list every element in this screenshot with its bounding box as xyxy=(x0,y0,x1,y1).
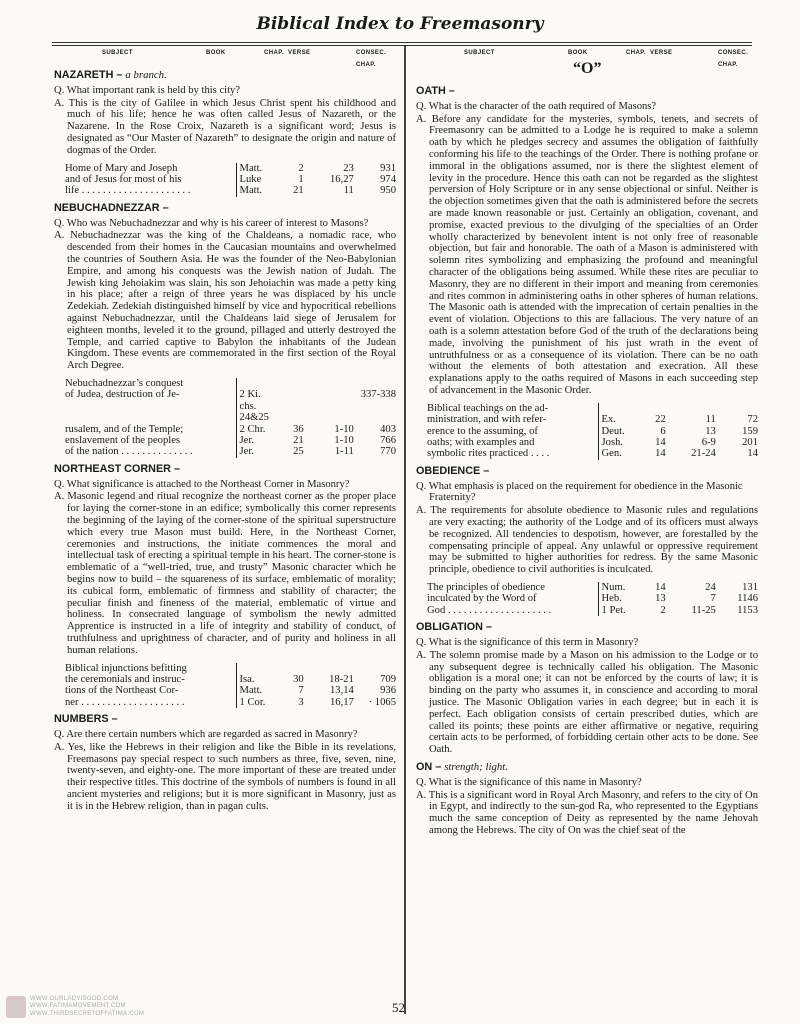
reference-description: enslavement of the peoples xyxy=(65,434,181,446)
entry-question: Q. What important rank is held by this city? xyxy=(54,84,241,96)
reference-chapter: 2 xyxy=(660,604,666,616)
reference-consec-chapter: 936 xyxy=(380,685,396,697)
reference-book: Ex. xyxy=(598,414,640,425)
entry-answer: A. Before any candidate for the mysteries, symbols, tenets, and secrets of Freemasonry can be admitted to a Lodge he is required to make a solemn oath by which he pledges secrecy and assumes the obligation of faithfully conforming his life to the teachings of the Order. There is nothing profane or immoral in the obligations assumed, nor is there the slightest element of levity in the procedure. Hence this oath can not be regarded as the slightest perversion of Holy Scripture or in any sense objectional or sinful. Neither is the objection sometimes given that the oath is administered before the secrets are made known reasonable or just. Certainly an obligation, covenant, and promise, exacted previous to the divulging of the specialties of an Order wholly characterized by benevolent intent is not only free of reasonable objection, but fair and honorable. The oath of a Mason is administered with solemn rites symbolizing and emphasizing the profound and meaningful character of the obligations being assumed. While these rites are peculiar to Masonry, they are no different in their import and meaning from ceremonies and rites common in administering oaths in other spheres of human relations. The Masonic oath is attended with the imprecation of certain penalties in the event of violation. Objections to this are fallacious. The very nature of an oath is a solemn attestation before God of the truth of the declarations being made, involving the punishment of his just wrath in the event of untruthfulness or as a consequence of its violation. There can be no oath without the elements of both attestation and execration. All these explanations apply to the oaths required of Masons in each succeeding step of advancement in the Masonic Order. xyxy=(416,113,758,396)
reference-description: symbolic rites practiced . . . . xyxy=(427,448,550,460)
reference-verse: 1-11 xyxy=(334,446,354,458)
reference-description: and of Jesus for most of his xyxy=(65,173,182,185)
reference-verse xyxy=(304,389,354,423)
reference-verse xyxy=(304,378,354,389)
entry-title: NEBUCHADNEZZAR – xyxy=(54,201,169,214)
reference-description: Biblical teachings on the ad- xyxy=(427,402,549,414)
entry-title: OATH – xyxy=(416,85,455,97)
reference-consec-chapter xyxy=(354,378,396,389)
reference-book: 2 Ki. chs. 24&25 xyxy=(236,389,278,423)
reference-chapter: 21 xyxy=(293,434,304,446)
reference-chapter: 7 xyxy=(298,685,304,697)
reference-consec-chapter: 131 xyxy=(742,581,758,593)
header-consec: CONSEC. CHAP. xyxy=(356,50,387,68)
entry-question: Q. What emphasis is placed on the requirement for obedience in the Masonic Fraternity? xyxy=(416,480,743,504)
reference-verse: 23 xyxy=(343,162,354,174)
watermark-line: WWW.FATIMAMOVEMENT.COM xyxy=(30,1003,126,1010)
entry-title: ON – strength; light. xyxy=(416,760,508,773)
reference-description: erence to the assuming, of xyxy=(427,425,538,437)
page-header-title: Biblical Index to Freemasonry xyxy=(256,14,544,34)
reference-consec-chapter xyxy=(716,403,758,414)
header-subject: SUBJECT xyxy=(464,50,495,56)
reference-consec-chapter: 974 xyxy=(380,173,396,185)
entry-title: OBEDIENCE – xyxy=(416,464,490,477)
reference-chapter: 6 xyxy=(660,425,666,437)
entry-subtitle: a branch. xyxy=(125,69,167,81)
reference-verse: 21-24 xyxy=(691,448,716,460)
entry-question: Q. What is the significance of this term in Masonry? xyxy=(416,636,639,648)
reference-description: of Judea, destruction of Je- xyxy=(65,389,180,401)
reference-book xyxy=(236,378,278,389)
reference-book xyxy=(236,663,278,674)
entry-question: Q. What is the character of the oath required of Masons? xyxy=(416,100,657,112)
scripture-reference-table xyxy=(54,378,396,458)
reference-verse: 11 xyxy=(705,414,716,426)
index-entry xyxy=(416,86,758,460)
entry-question: Q. What is the significance of this name in Masonry? xyxy=(416,776,642,788)
reference-consec-chapter xyxy=(354,663,396,674)
reference-book: Deut. xyxy=(598,426,640,437)
page-number: 52 xyxy=(392,1000,405,1015)
entry-title: OBLIGATION – xyxy=(416,621,492,634)
index-entry xyxy=(54,70,396,197)
reference-verse: 7 xyxy=(710,593,716,605)
reference-verse: 11 xyxy=(343,185,354,197)
reference-chapter: 21 xyxy=(293,185,304,197)
reference-book: Jer. xyxy=(236,435,278,446)
reference-consec-chapter: 337-338 xyxy=(360,389,396,401)
reference-description: ministration, and with refer- xyxy=(427,414,547,426)
reference-description: of the nation . . . . . . . . . . . . . . xyxy=(65,446,193,458)
reference-verse: 24 xyxy=(705,581,716,593)
reference-consec-chapter: 1146 xyxy=(737,593,758,605)
reference-consec-chapter: 1153 xyxy=(737,604,758,616)
reference-description: life . . . . . . . . . . . . . . . . . . . . . xyxy=(65,185,191,197)
reference-book: Heb. xyxy=(598,593,640,604)
reference-row xyxy=(416,403,758,414)
reference-chapter: 3 xyxy=(298,696,304,708)
reference-row xyxy=(416,448,758,459)
header-rule-top xyxy=(52,42,752,43)
reference-row xyxy=(54,185,396,196)
reference-book: Jer. xyxy=(236,446,278,457)
reference-book: 2 Chr. xyxy=(236,424,278,435)
reference-chapter: 13 xyxy=(655,593,666,605)
reference-verse xyxy=(304,663,354,674)
reference-chapter: 25 xyxy=(293,446,304,458)
reference-description: God . . . . . . . . . . . . . . . . . . . . xyxy=(427,604,552,616)
reference-description: the ceremonials and instruc- xyxy=(65,673,185,685)
entry-answer: A. Nebuchadnezzar was the king of the Chaldeans, a nomadic race, who descended from their homes in the Caucasian mountains and overwhelmed the countries of Southern Asia. He was the founder of the Neo-Babylonian Empire, and among his conquests was the Jewish nation of Judah. The Jewish king Jehoiakim was slain, his son Jehoiachin was made a petty king in his place; after a reign of three years he was displaced by his uncle Zedekiah. Zedekiah distinguished himself by vice and hypocritical rebellions against Nebuchadnezzar, until the Chaldeans laid siege of Jerusalem for eighteen months, leveled it to the ground, pillaged and utterly destroyed the Temple, and carried captive to Babylon the inhabitants of the Judean Kingdom. These events are commemorated in the first section of the Royal Arch Degree. xyxy=(54,230,396,372)
entry-title: NAZARETH – a branch. xyxy=(54,69,167,81)
entry-answer: A. This is the city of Galilee in which Jesus Christ spent his childhood and much of his life; hence he was often called Jesus of Nazareth, or the Nazarene. In the Rose Croix, Nazareth is a significant word; Jesus is designated as “Our Master of Nazareth” to designate the origin and nature of dogmas of the Order. xyxy=(54,97,396,156)
reference-book: Num. xyxy=(598,582,640,593)
reference-consec-chapter: · 1065 xyxy=(368,696,396,708)
reference-verse: 13,14 xyxy=(330,685,354,697)
reference-row xyxy=(54,174,396,185)
reference-chapter xyxy=(278,663,304,674)
reference-row xyxy=(416,437,758,448)
entry-answer: A. Yes, like the Hebrews in their religion and like the Bible in its revelations, Freemasons pay special respect to such numbers as three, five, seven, nine, twenty-seven, and eighty-one. The more important of these are treated under their respective titles. This doctrine of the symbols of numbers is found in all ancient mysteries and religions; but it is more significant in Masonry, just as it is in the Hebrew religion, than in pagan cults. xyxy=(54,741,396,812)
right-column xyxy=(416,48,758,838)
header-book: BOOK xyxy=(568,50,588,56)
index-entry xyxy=(54,714,396,812)
reference-row xyxy=(54,674,396,685)
reference-description: Biblical injunctions befitting xyxy=(65,662,187,674)
watermark xyxy=(6,996,144,1018)
reference-verse: 1-10 xyxy=(334,434,354,446)
reference-row xyxy=(54,163,396,174)
reference-book: 1 Cor. xyxy=(236,697,278,708)
column-headers-left xyxy=(54,48,396,68)
reference-row xyxy=(54,435,396,446)
reference-chapter: 36 xyxy=(293,423,304,435)
reference-row xyxy=(416,414,758,425)
index-entry xyxy=(54,203,396,458)
reference-description: The principles of obedience xyxy=(427,581,545,593)
reference-description: Nebuchadnezzar’s conquest xyxy=(65,377,184,389)
reference-consec-chapter: 201 xyxy=(742,436,758,448)
index-entry xyxy=(416,762,758,837)
reference-consec-chapter: 14 xyxy=(747,448,758,460)
header-chap-verse: CHAP. VERSE xyxy=(626,50,673,56)
reference-row xyxy=(54,446,396,457)
entry-answer: A. This is a significant word in Royal Arch Masonry, and refers to the city of On in Egypt, and indirectly to the sun-god Ra, who represented to the Egyptians much the same conception of Deity as represented by the name Jehovah among the Hebrews. The city of On was the chief seat of the xyxy=(416,789,758,836)
reference-verse: 11-25 xyxy=(691,604,716,616)
reference-consec-chapter: 403 xyxy=(380,423,396,435)
reference-chapter: 30 xyxy=(293,673,304,685)
reference-description: ner . . . . . . . . . . . . . . . . . . . . xyxy=(65,696,185,708)
reference-verse: 13 xyxy=(705,425,716,437)
left-column xyxy=(54,48,396,814)
reference-row xyxy=(54,663,396,674)
reference-book: Matt. xyxy=(236,685,278,696)
reference-row xyxy=(54,424,396,435)
reference-verse xyxy=(666,403,716,414)
reference-consec-chapter: 766 xyxy=(380,434,396,446)
index-entry xyxy=(54,464,396,708)
reference-description: tions of the Northeast Cor- xyxy=(65,685,179,697)
reference-book: Isa. xyxy=(236,674,278,685)
reference-chapter: 22 xyxy=(655,414,666,426)
entry-title: NORTHEAST CORNER – xyxy=(54,462,180,475)
header-chap-verse: CHAP. VERSE xyxy=(264,50,311,56)
right-entries xyxy=(416,86,758,837)
index-entry xyxy=(416,466,758,616)
header-consec: CONSEC. CHAP. xyxy=(718,50,749,68)
entry-subtitle: strength; light. xyxy=(444,760,508,773)
header-rule-bottom xyxy=(52,45,752,46)
reference-description: oaths; with examples and xyxy=(427,436,535,448)
reference-chapter: 14 xyxy=(655,436,666,448)
entry-question: Q. Who was Nebuchadnezzar and why is his career of interest to Masons? xyxy=(54,217,369,229)
reference-consec-chapter: 709 xyxy=(380,673,396,685)
reference-description: rusalem, and of the Temple; xyxy=(65,423,184,435)
reference-book: Josh. xyxy=(598,437,640,448)
reference-verse: 1-10 xyxy=(334,423,354,435)
entry-question: Q. What significance is attached to the Northeast Corner in Masonry? xyxy=(54,478,350,490)
reference-row xyxy=(416,582,758,593)
section-letter: “O” xyxy=(573,60,602,77)
reference-verse: 16,27 xyxy=(330,173,354,185)
scripture-reference-table xyxy=(416,403,758,460)
reference-row xyxy=(54,389,396,423)
reference-chapter xyxy=(278,389,304,423)
reference-consec-chapter: 159 xyxy=(742,425,758,437)
reference-book xyxy=(598,403,640,414)
reference-chapter: 2 xyxy=(298,162,304,174)
reference-chapter xyxy=(278,378,304,389)
reference-chapter: 14 xyxy=(655,448,666,460)
reference-row xyxy=(416,426,758,437)
reference-verse: 6-9 xyxy=(701,436,716,448)
reference-consec-chapter: 950 xyxy=(380,185,396,197)
reference-book: 1 Pet. xyxy=(598,605,640,616)
entry-answer: A. Masonic legend and ritual recognize the northeast corner as the proper place for laying the corner-stone in an edifice; symbolically this corner represents the beginning of the laying of the corner-stone of the spiritual superstructure which every true Mason must build. Here, in the Northeast Corner, ceremonies and instructions, the initiate commences the moral and intellectual task of erecting a spiritual temple in his heart. The corner-stone is emblematic of a “well-tried, true, and trusty” Masonic character which he begins now to build – the squareness of its surface, emblematic of morality; its cubical form, emblematic of firmness and stability of character; the peculiar finish and fineness of the material, emblematic of virtue and holiness. In consecrated language of symbolism the newly admitted Apprentice is instructed in a life of integrity and stability of conduct, of truthfulness and uprightness of character, and of purity and holiness in all human relations. xyxy=(54,491,396,656)
entry-question: Q. Are there certain numbers which are regarded as sacred in Masonry? xyxy=(54,728,358,740)
reference-consec-chapter: 770 xyxy=(380,446,396,458)
reference-row xyxy=(54,697,396,708)
reference-verse: 16,17 xyxy=(330,696,354,708)
watermark-line: WWW.THIRDSECRETOFFATIMA.COM xyxy=(30,1010,145,1017)
reference-consec-chapter: 931 xyxy=(380,162,396,174)
reference-chapter xyxy=(640,403,666,414)
entry-answer: A. The solemn promise made by a Mason on his admission to the Lodge or to any subsequent degree is technically called his obligation. The Masonic obligation is a moral one; it can not be enforced by the courts of law; it is binding on the party who assumes it, in conscience and according to moral justice. The Masonic Obligation varies in each degree; but in each it is perfect. Each obligation consists of certain prescribed duties, which are called its points; these points are either affirmative or negative, requiring certain acts to be performed, of forbidding certain other acts to be done. See Oath. xyxy=(416,649,758,756)
entry-answer: A. The requirements for absolute obedience to Masonic rules and regulations are very exacting; the authority of the Lodge and of its officers must always be recognized. All tendencies to despotism, however, are forestalled by the compensating principle of appeal. Any unlawful or oppressive requirement may be submitted to higher authorities for redress. By the same Masonic principle, obedience to civil authorities is inculcated. xyxy=(416,505,758,576)
reference-book: Matt. xyxy=(236,163,278,174)
reference-chapter: 14 xyxy=(655,581,666,593)
entry-title: NUMBERS – xyxy=(54,713,118,726)
seal-icon xyxy=(6,996,26,1018)
reference-row xyxy=(54,685,396,696)
reference-verse: 18-21 xyxy=(329,673,354,685)
column-divider xyxy=(404,46,406,1014)
reference-book: Luke xyxy=(236,174,278,185)
header-book: BOOK xyxy=(206,50,226,56)
scripture-reference-table xyxy=(54,663,396,709)
scripture-reference-table xyxy=(54,163,396,197)
reference-description: Home of Mary and Joseph xyxy=(65,162,178,174)
reference-row xyxy=(416,605,758,616)
reference-description: inculcated by the Word of xyxy=(427,593,537,605)
reference-row xyxy=(416,593,758,604)
reference-book: Gen. xyxy=(598,448,640,459)
reference-book: Matt. xyxy=(236,185,278,196)
reference-row xyxy=(54,378,396,389)
reference-consec-chapter: 72 xyxy=(747,414,758,426)
index-entry xyxy=(416,622,758,756)
reference-chapter: 1 xyxy=(298,173,304,185)
watermark-line: WWW.OURLADYISGOD.COM xyxy=(30,996,119,1002)
header-subject: SUBJECT xyxy=(102,50,133,56)
scripture-reference-table xyxy=(416,582,758,616)
left-entries xyxy=(54,70,396,813)
